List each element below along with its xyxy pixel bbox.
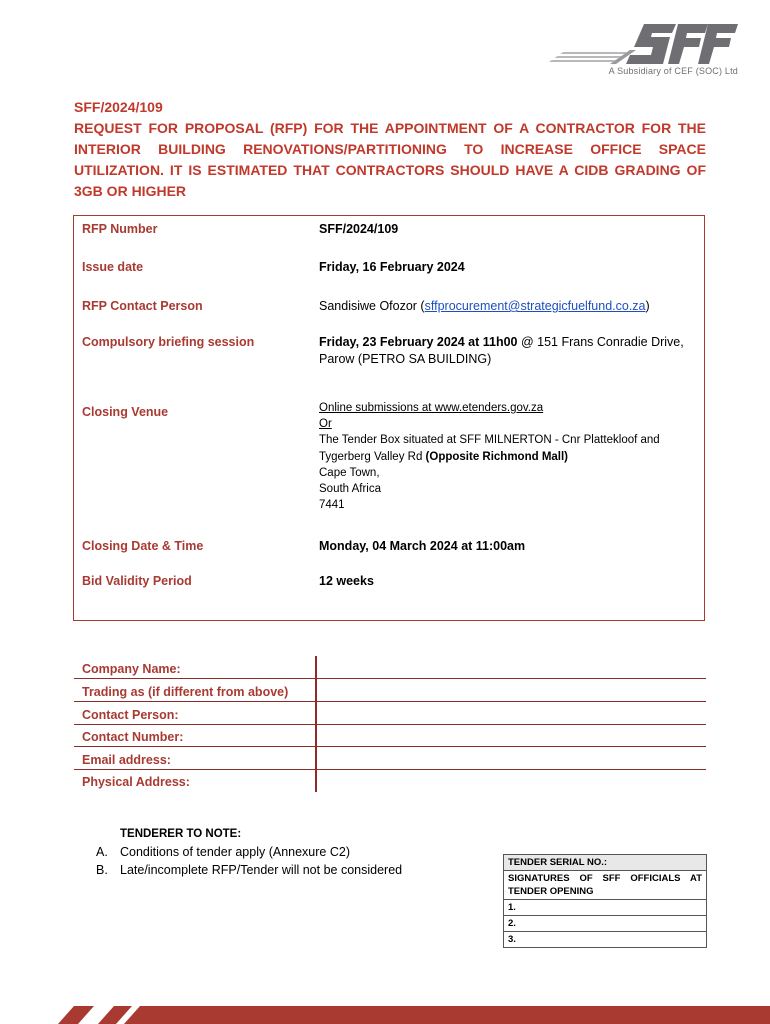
serial-header: TENDER SERIAL NO.: — [504, 855, 707, 871]
rfp-title: REQUEST FOR PROPOSAL (RFP) FOR THE APPOINTMENT OF A CONTRACTOR FOR THE INTERIOR BUILDING RENOVATIONS/PARTITIONING TO INCREASE OFFICE SPACE UTILIZATION. IT IS ESTIMATED THAT CONTRACTORS SHOULD HAVE A CIDB GRADING OF 3GB OR HIGHER — [74, 120, 706, 199]
briefing-value — [319, 334, 700, 368]
note-a-text: Conditions of tender apply (Annexure C2) — [120, 845, 350, 859]
company-details-form — [74, 656, 706, 792]
logo-subtitle: A Subsidiary of CEF (SOC) Ltd — [608, 66, 738, 76]
signature-row-2[interactable]: 2. — [504, 916, 707, 932]
physical-address-label: Physical Address: — [82, 775, 190, 789]
contact-email-link[interactable]: sffprocurement@strategicfuelfund.co.za — [424, 299, 646, 313]
note-item-a — [96, 844, 350, 862]
venue-or: Or — [319, 418, 332, 431]
issue-date-label: Issue date — [82, 260, 144, 274]
field-company-name[interactable] — [74, 656, 706, 679]
trading-as-label: Trading as (if different from above) — [82, 685, 289, 699]
briefing-label: Compulsory briefing session — [82, 335, 255, 349]
note-b-marker: B. — [96, 863, 108, 877]
venue-code: 7441 — [319, 499, 345, 512]
company-name-label: Company Name: — [82, 662, 181, 676]
closing-value: Monday, 04 March 2024 at 11:00am — [319, 539, 526, 553]
contact-number-label: Contact Number: — [82, 730, 184, 744]
venue-box-landmark: (Opposite Richmond Mall) — [425, 450, 569, 463]
signatures-label: SIGNATURES OF SFF OFFICIALS AT TENDER OPENING — [504, 871, 707, 900]
field-physical-address[interactable] — [74, 769, 706, 791]
contact-person-label: Contact Person: — [82, 708, 179, 722]
contact-close: ) — [645, 299, 650, 313]
contact-label: RFP Contact Person — [82, 299, 203, 313]
closing-label: Closing Date & Time — [82, 539, 204, 553]
signature-row-1[interactable]: 1. — [504, 900, 707, 916]
rfp-info-table — [73, 215, 705, 621]
venue-tender-box — [319, 432, 700, 464]
rfp-number-label: RFP Number — [82, 222, 158, 236]
field-contact-person[interactable] — [74, 702, 706, 725]
briefing-date: Friday, 23 February 2024 at 11h00 — [319, 335, 518, 349]
briefing-location: @ 151 Frans Conradie Drive, Parow (PETRO SA BUILDING) — [319, 335, 684, 366]
email-label: Email address: — [82, 753, 171, 767]
validity-value: 12 weeks — [319, 574, 374, 588]
rfp-number-value: SFF/2024/109 — [319, 222, 399, 236]
validity-label: Bid Validity Period — [82, 574, 192, 588]
note-b-text: Late/incomplete RFP/Tender will not be considered — [120, 863, 403, 877]
footer-stripes — [0, 1000, 770, 1024]
signature-row-3[interactable]: 3. — [504, 932, 707, 948]
contact-name: Sandisiwe Ofozor ( — [319, 299, 425, 313]
note-item-b — [96, 862, 402, 880]
sff-logo-graphic — [538, 20, 738, 66]
venue-country: South Africa — [319, 483, 382, 496]
venue-city: Cape Town, — [319, 466, 380, 479]
venue-online-link[interactable]: Online submissions at www.etenders.gov.za — [319, 402, 544, 414]
field-email[interactable] — [74, 747, 706, 770]
tender-serial-table — [503, 854, 707, 948]
field-contact-number[interactable] — [74, 724, 706, 747]
field-trading-as[interactable] — [74, 679, 706, 702]
venue-label: Closing Venue — [82, 405, 169, 419]
note-a-marker: A. — [96, 845, 108, 859]
rfp-reference: SFF/2024/109 — [74, 99, 163, 115]
issue-date-value: Friday, 16 February 2024 — [319, 260, 465, 274]
venue-box-text: The Tender Box situated at SFF MILNERTON - Cnr Plattekloof and Tygerberg Valley Rd — [319, 434, 660, 463]
document-title — [74, 97, 706, 202]
form-divider — [315, 656, 317, 792]
note-heading: TENDERER TO NOTE: — [120, 828, 242, 840]
contact-value — [319, 298, 700, 315]
